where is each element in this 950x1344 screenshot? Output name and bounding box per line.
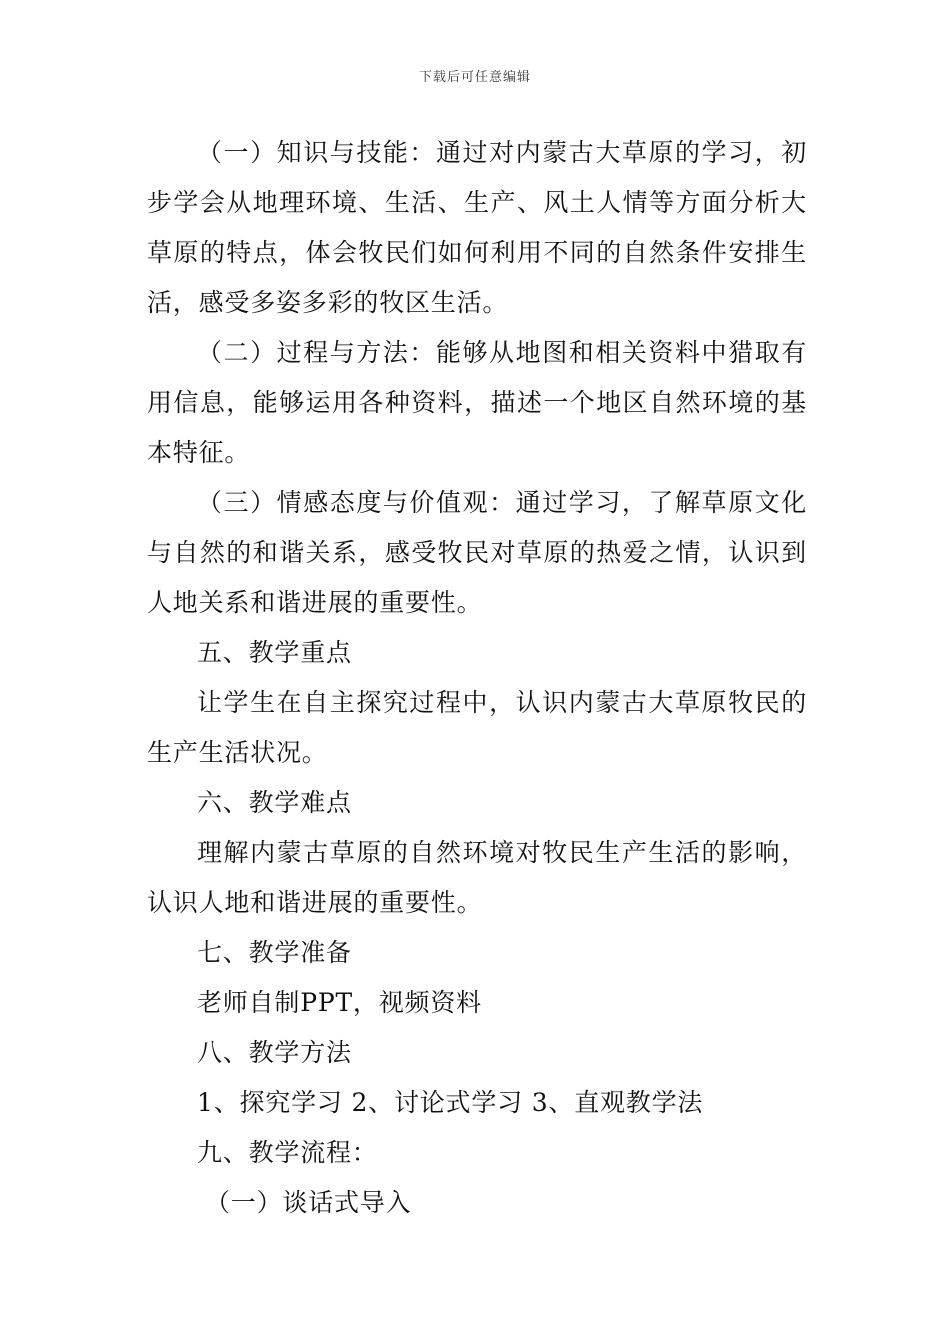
difficulties-paragraph: 理解内蒙古草原的自然环境对牧民生产生活的影响，认识人地和谐进展的重要性。	[147, 838, 807, 917]
section-heading-preparation: 七、教学准备	[197, 938, 352, 967]
objective-process-paragraph: （二）过程与方法：能够从地图和相关资料中猎取有用信息，能够运用各种资料，描述一个地区自然环境的基本特征。	[147, 338, 807, 467]
section-heading-key-points: 五、教学重点	[197, 638, 352, 667]
process-step-intro: （一）谈话式导入	[205, 1188, 412, 1217]
document-body	[147, 128, 807, 1228]
key-points-paragraph: 让学生在自主探究过程中，认识内蒙古大草原牧民的生产生活状况。	[147, 688, 807, 767]
section-heading-methods: 八、教学方法	[197, 1038, 352, 1067]
objective-emotion-paragraph: （三）情感态度与价值观：通过学习，了解草原文化与自然的和谐关系，感受牧民对草原的热爱之情，认识到人地关系和谐进展的重要性。	[147, 488, 807, 617]
section-heading-difficulties: 六、教学难点	[197, 788, 352, 817]
methods-paragraph: 1、探究学习 2、讨论式学习 3、直观教学法	[197, 1088, 704, 1117]
section-heading-process: 九、教学流程：	[197, 1138, 378, 1167]
page-header: 下载后可任意编辑	[418, 70, 531, 85]
objective-knowledge-paragraph: （一）知识与技能：通过对内蒙古大草原的学习，初步学会从地理环境、生活、生产、风土人情等方面分析大草原的特点，体会牧民们如何利用不同的自然条件安排生活，感受多姿多彩的牧区生活。	[147, 138, 807, 317]
preparation-paragraph: 老师自制PPT，视频资料	[197, 988, 482, 1017]
